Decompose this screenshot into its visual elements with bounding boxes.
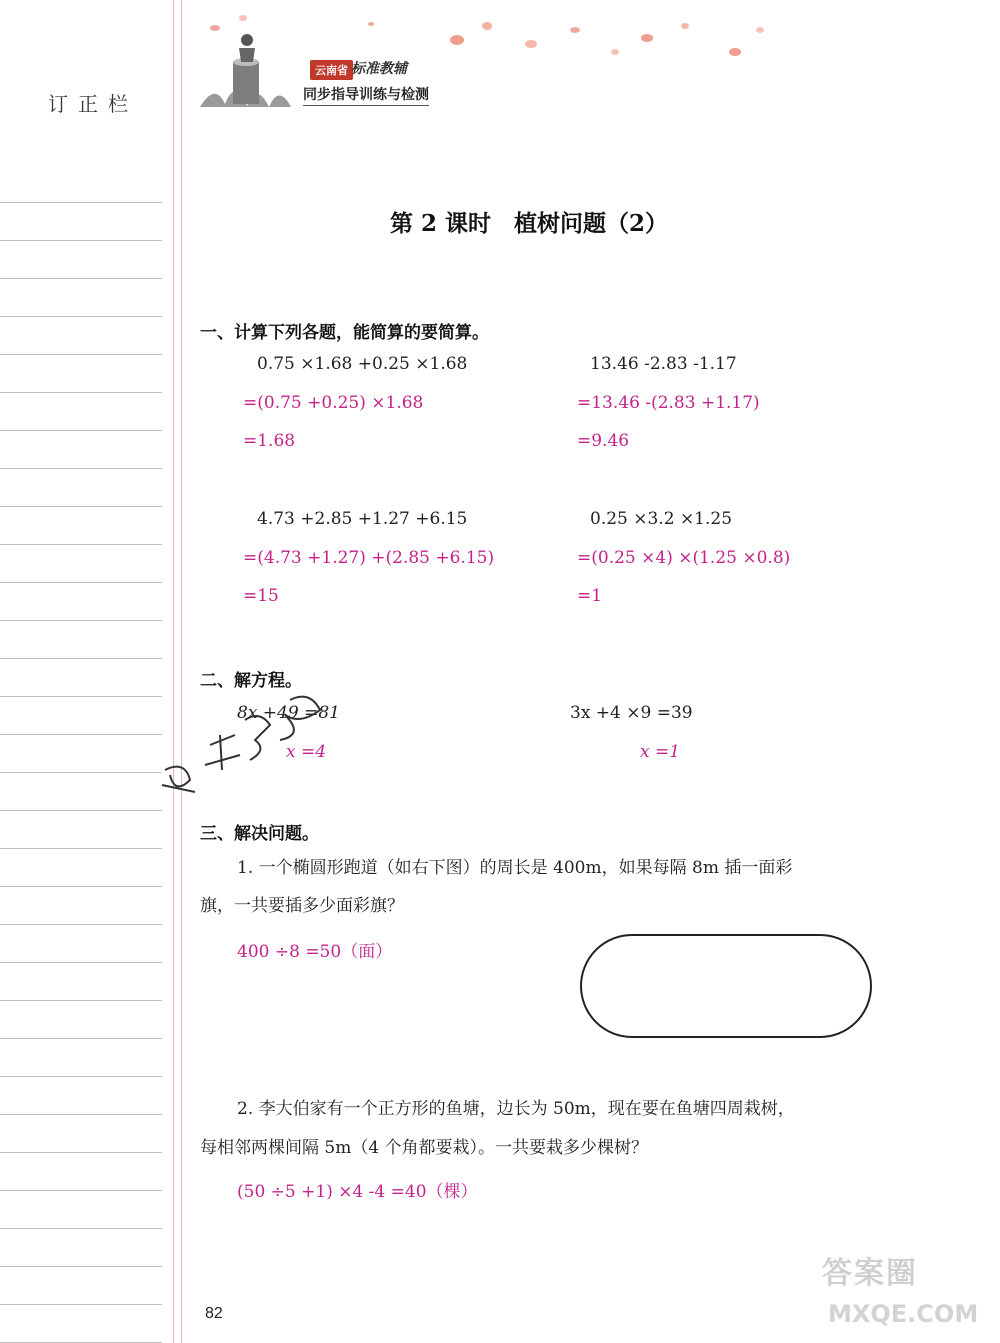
- ruled-line: [0, 354, 162, 355]
- ruled-line: [0, 810, 162, 811]
- problem-2-expression: 13.46 -2.83 -1.17: [590, 354, 737, 374]
- question-2-answer: (50 ÷5 +1) ×4 -4 =40（棵）: [237, 1182, 478, 1202]
- province-badge: 云南省: [310, 60, 353, 80]
- ruled-line: [0, 278, 162, 279]
- equation-1-answer: x =4: [286, 742, 327, 762]
- ruled-line: [0, 392, 162, 393]
- correction-column: [0, 0, 165, 1343]
- question-1-text-line2: 旗，一共要插多少面彩旗？: [200, 896, 404, 916]
- lesson-title: 第 2 课时 植树问题（2）: [390, 210, 669, 237]
- ruled-line: [0, 1114, 162, 1115]
- section2-heading: 二、解方程。: [200, 671, 302, 691]
- question-1-text-line1: 1. 一个椭圆形跑道（如右下图）的周长是 400m，如果每隔 8m 插一面彩: [237, 858, 793, 878]
- question-1-answer: 400 ÷8 =50（面）: [237, 942, 393, 962]
- ruled-line: [0, 734, 162, 735]
- ruled-line: [0, 962, 162, 963]
- problem-1-result: =1.68: [243, 431, 296, 451]
- header-banner: [195, 12, 795, 112]
- header-illustration: [195, 12, 795, 112]
- ruled-line: [0, 1038, 162, 1039]
- problem-2-step: =13.46 -(2.83 +1.17): [577, 393, 760, 413]
- ruled-line: [0, 1228, 162, 1229]
- ruled-line: [0, 620, 162, 621]
- watermark-logo: 答案圈: [822, 1256, 918, 1291]
- problem-3-result: =15: [243, 586, 279, 606]
- equation-2-answer: x =1: [640, 742, 681, 762]
- ruled-line: [0, 1000, 162, 1001]
- ruled-line: [0, 582, 162, 583]
- margin-line: [173, 0, 174, 1343]
- problem-3-step: =(4.73 +1.27) +(2.85 +6.15): [243, 548, 495, 568]
- ruled-line: [0, 202, 162, 203]
- section1-heading: 一、计算下列各题，能简算的要简算。: [200, 323, 489, 343]
- section3-heading: 三、解决问题。: [200, 824, 319, 844]
- ruled-line: [0, 1304, 162, 1305]
- book-title: 同步指导训练与检测: [303, 84, 429, 106]
- ruled-line: [0, 468, 162, 469]
- problem-4-step: =(0.25 ×4) ×(1.25 ×0.8): [577, 548, 791, 568]
- problem-4-expression: 0.25 ×3.2 ×1.25: [590, 509, 733, 529]
- equation-1: 8x +49 =81: [237, 703, 340, 723]
- margin-line-inner: [181, 0, 182, 1343]
- ruled-line: [0, 1266, 162, 1267]
- ruled-line: [0, 772, 162, 773]
- ruled-line: [0, 886, 162, 887]
- ruled-line: [0, 1190, 162, 1191]
- ruled-line: [0, 848, 162, 849]
- ruled-line: [0, 658, 162, 659]
- problem-2-result: =9.46: [577, 431, 630, 451]
- problem-3-expression: 4.73 +2.85 +1.27 +6.15: [257, 509, 468, 529]
- ruled-line: [0, 544, 162, 545]
- problem-4-result: =1: [577, 586, 603, 606]
- ruled-line: [0, 1076, 162, 1077]
- correction-column-title: 订正栏: [48, 92, 138, 116]
- problem-1-expression: 0.75 ×1.68 +0.25 ×1.68: [257, 354, 468, 374]
- ruled-line: [0, 316, 162, 317]
- watermark-url: MXQE.COM: [828, 1300, 979, 1328]
- oval-track-diagram: [578, 932, 878, 1042]
- question-2-text-line2: 每相邻两棵间隔 5m（4 个角都要栽）。一共要栽多少棵树？: [200, 1138, 649, 1158]
- equation-2: 3x +4 ×9 =39: [570, 703, 693, 723]
- ruled-line: [0, 506, 162, 507]
- ruled-line: [0, 924, 162, 925]
- ruled-line: [0, 696, 162, 697]
- handwritten-scribble: [150, 680, 350, 810]
- ruled-line: [0, 240, 162, 241]
- page-number: 82: [205, 1305, 223, 1322]
- series-name: 标准教辅: [351, 61, 407, 77]
- question-2-text-line1: 2. 李大伯家有一个正方形的鱼塘，边长为 50m，现在要在鱼塘四周栽树，: [237, 1099, 795, 1119]
- ruled-line: [0, 430, 162, 431]
- ruled-line: [0, 1152, 162, 1153]
- problem-1-step: =(0.75 +0.25) ×1.68: [243, 393, 424, 413]
